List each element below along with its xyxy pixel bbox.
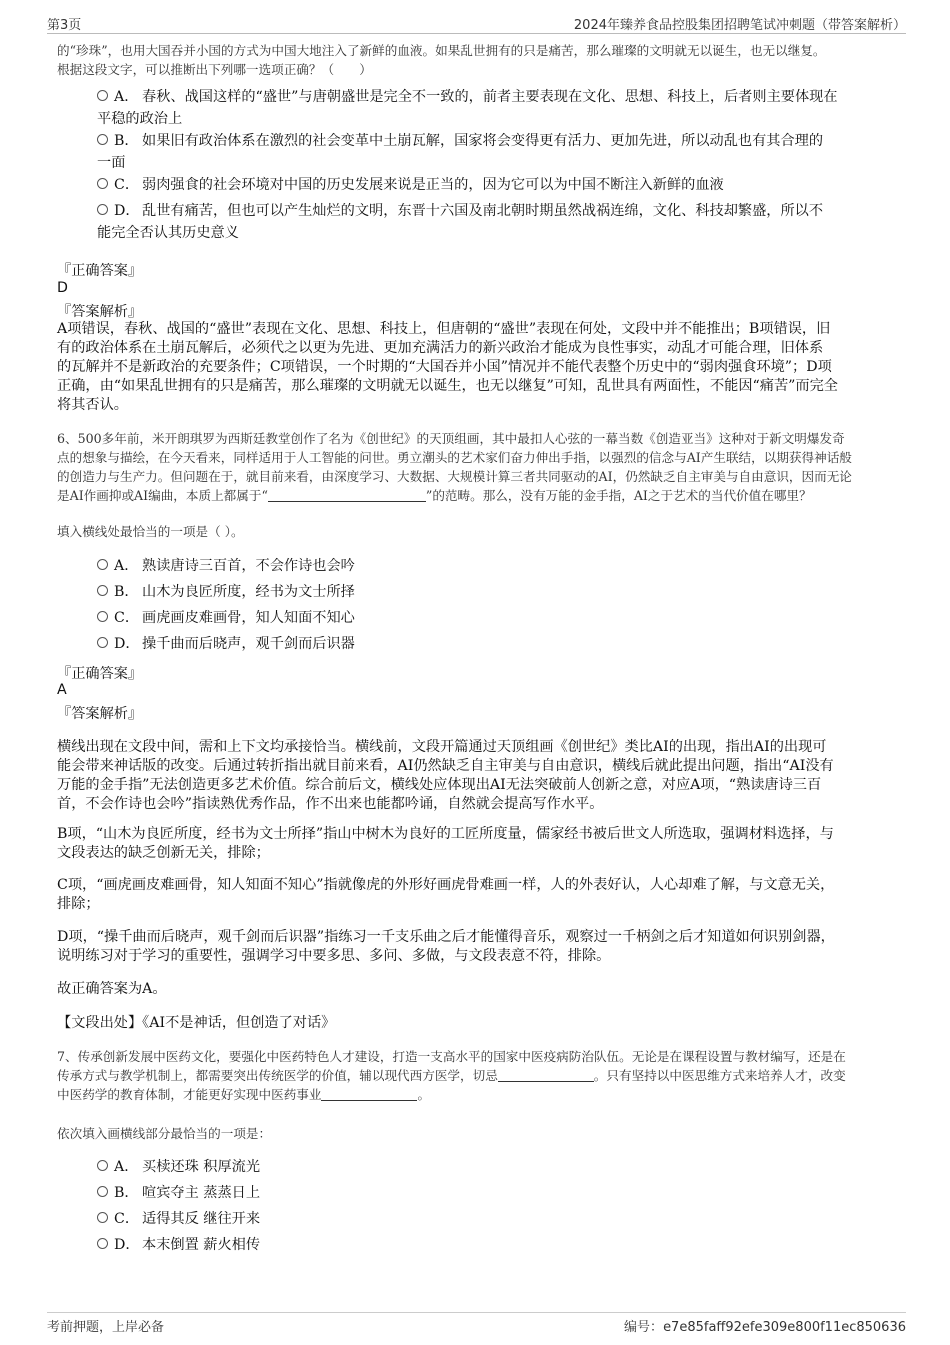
q6-answer-label: 『正确答案』	[57, 666, 143, 682]
q6-prompt: 填入横线处最恰当的一项是（ ）。	[57, 524, 244, 539]
q6-analysis-label: 『答案解析』	[57, 706, 143, 722]
radio-icon[interactable]	[97, 559, 108, 570]
q7-option-b[interactable]: B． 喧宾夺主 蒸蒸日上	[97, 1182, 897, 1204]
radio-icon[interactable]	[97, 1186, 108, 1197]
q5-option-a[interactable]: A． 春秋、战国这样的“盛世”与唐朝盛世是完全不一致的，前者主要表现在文化、思想、科技上，后者则主要体现在 平稳的政治上	[97, 89, 838, 127]
page-header	[47, 13, 906, 34]
fill-blank	[268, 489, 426, 502]
q7-option-d[interactable]: D． 本末倒置 薪火相传	[97, 1234, 897, 1256]
radio-icon[interactable]	[97, 134, 108, 145]
page-number: 第3页	[47, 18, 82, 33]
q6-analysis-para-2: B项，“山木为良匠所度，经书为文士所择”指山中树木为良好的工匠所度量，儒家经书被后世文人所选取，强调材料选择，与 文段表达的缺乏创新无关，排除；	[57, 826, 834, 861]
page-footer	[47, 1312, 906, 1339]
radio-icon[interactable]	[97, 178, 108, 189]
q7-passage: 7、传承创新发展中医药文化，要强化中医药特色人才建设，打造一支高水平的国家中医疫病防治队伍。无论是在课程设置与教材编写，还是在 传承方式与教学机制上，都需要突出传统医学的价值，辅以现代西方医学，切忌 。只有坚持以中医思维方式来培养人才，改变 中医药学的教育体制，才能更好实现中医药事业 。	[57, 1049, 846, 1102]
q7-prompt: 依次填入画横线部分最恰当的一项是：	[57, 1126, 272, 1141]
q6-answer: A	[57, 682, 67, 698]
q5-option-c[interactable]: C． 弱肉强食的社会环境对中国的历史发展来说是正当的，因为它可以为中国不断注入新鲜的血液	[97, 174, 897, 196]
fill-blank	[498, 1069, 594, 1082]
q6-option-a[interactable]: A． 熟读唐诗三百首，不会作诗也会吟	[97, 555, 897, 577]
q6-source: 【文段出处】《AI不是神话，但创造了对话》	[57, 1015, 336, 1031]
q6-passage-line: 的创造力与生产力。但问题在于，就目前来看，由深度学习、大数据、大规模计算三者共同驱动的AI，仍然缺乏自主审美与自由意识，因而无论	[57, 469, 852, 484]
q6-passage-line: 点的想象与描绘，在今天看来，同样适用于人工智能的问世。勇立潮头的艺术家们奋力伸出手指，以强烈的信念与AI产生联结，以期获得神话般	[57, 450, 852, 465]
radio-icon[interactable]	[97, 1238, 108, 1249]
q5-prompt: 根据这段文字，可以推断出下列哪一选项正确？（ ）	[57, 62, 372, 77]
analysis-line: 有的政治体系在土崩瓦解后，必须代之以更为先进、更加充满活力的新兴政治才能成为良性事实，动乱才可能合理，旧体系	[57, 340, 824, 356]
q6-passage	[57, 429, 897, 505]
analysis-line: A项错误，春秋、战国的“盛世”表现在文化、思想、科技上，但唐朝的“盛世”表现在何处，文段中并不能推出；B项错误，旧	[57, 321, 831, 337]
q7-option-c[interactable]: C． 适得其反 继往开来	[97, 1208, 897, 1230]
q6-option-b[interactable]: B． 山木为良匠所度，经书为文士所择	[97, 581, 897, 603]
document-code: 编号：e7e85faff92efe309e800f11ec850636	[624, 1320, 906, 1335]
radio-icon[interactable]	[97, 637, 108, 648]
analysis-line: 正确，由“如果乱世拥有的只是痛苦，那么璀璨的文明就无以诞生，也无以继复”可知，乱世具有两面性，不能因“痛苦”而完全	[57, 378, 838, 394]
q6-passage-line: 6、500多年前，米开朗琪罗为西斯廷教堂创作了名为《创世纪》的天顶组画，其中最扣人心弦的一幕当数《创造亚当》这种对于新文明爆发奇	[57, 431, 845, 446]
radio-icon[interactable]	[97, 1160, 108, 1171]
radio-icon[interactable]	[97, 611, 108, 622]
document-title: 2024年臻养食品控股集团招聘笔试冲刺题（带答案解析）	[573, 18, 906, 33]
q5-passage-line: 的“珍珠”，也用大国吞并小国的方式为中国大地注入了新鲜的血液。如果乱世拥有的只是痛苦，那么璀璨的文明就无以诞生，也无以继复。	[57, 43, 826, 58]
q6-conclusion: 故正确答案为A。	[57, 981, 167, 997]
analysis-line: 将其否认。	[57, 397, 128, 413]
radio-icon[interactable]	[97, 90, 108, 101]
q5-answer: D	[57, 280, 68, 296]
radio-icon[interactable]	[97, 585, 108, 596]
q5-answer-label: 『正确答案』	[57, 263, 143, 279]
q5-analysis	[57, 320, 897, 415]
q5-passage	[57, 41, 897, 79]
q6-analysis-para-4: D项，“操千曲而后晓声，观千剑而后识器”指练习一千支乐曲之后才能懂得音乐，观察过一千柄剑之后才知道如何识别剑器， 说明练习对于学习的重要性，强调学习中要多思、多问、多做，与文段表意不符，排除。	[57, 929, 835, 964]
q5-analysis-label: 『答案解析』	[57, 304, 143, 320]
q6-analysis-para-3: C项，“画虎画皮难画骨，知人知面不知心”指就像虎的外形好画虎骨难画一样，人的外表好认，人心却难了解，与文意无关， 排除；	[57, 877, 835, 912]
radio-icon[interactable]	[97, 1212, 108, 1223]
footer-slogan: 考前押题，上岸必备	[47, 1320, 165, 1335]
q6-option-d[interactable]: D． 操千曲而后晓声，观千剑而后识器	[97, 633, 897, 655]
fill-blank	[321, 1088, 417, 1101]
radio-icon[interactable]	[97, 204, 108, 215]
analysis-line: 的瓦解并不是新政治的充要条件；C项错误，一个时期的“大国吞并小国”情况并不能代表整个历史中的“弱肉强食环境”；D项	[57, 359, 832, 375]
q5-option-b[interactable]: B． 如果旧有政治体系在激烈的社会变革中土崩瓦解，国家将会变得更有活力、更加先进，所以动乱也有其合理的 一面	[97, 133, 824, 171]
q6-analysis-para-1: 横线出现在文段中间，需和上下文均承接恰当。横线前，文段开篇通过天顶组画《创世纪》类比AI的出现，指出AI的出现可 能会带来神话版的改变。后通过转折指出就目前来看，AI仍然缺乏自主审美与自由意识，横线后就此提出问题，指出“AI没有 万能的金手指”无法创造更多艺术价值。综合前后文，横线处应体现出AI无法突破前人创新之意，对应A项，“熟读唐诗三百 首，不会作诗也会吟”指读熟优秀作品，作不出来也能都吟诵，自然就会提高写作水平。	[57, 739, 834, 812]
q7-option-a[interactable]: A． 买椟还珠 积厚流光	[97, 1156, 897, 1178]
q6-passage-line: 是AI作画抑或AI编曲，本质上都属于“ ”的范畴。那么，没有万能的金手指，AI之于艺术的当代价值在哪里？	[57, 488, 812, 503]
q6-option-c[interactable]: C． 画虎画皮难画骨，知人知面不知心	[97, 607, 897, 629]
q5-option-d[interactable]: D． 乱世有痛苦，但也可以产生灿烂的文明，东晋十六国及南北朝时期虽然战祸连绵，文化、科技却繁盛，所以不 能完全否认其历史意义	[97, 203, 824, 241]
